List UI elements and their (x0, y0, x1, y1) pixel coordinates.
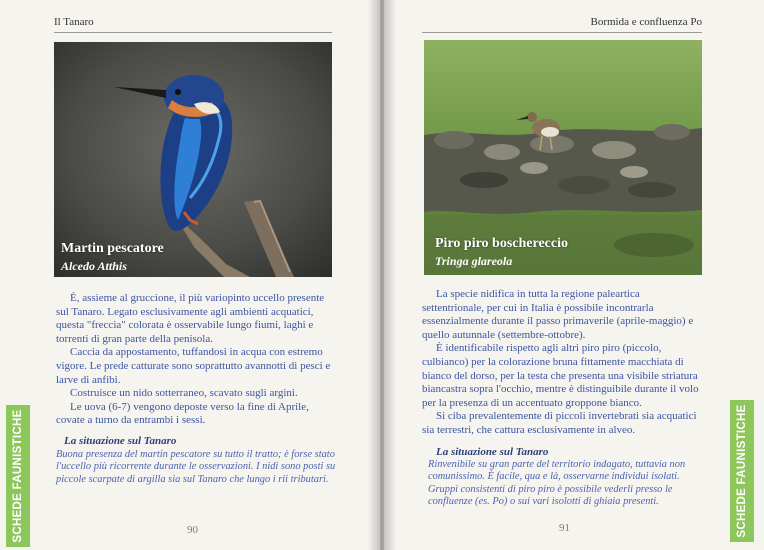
right-situation-title: La situazione sul Tanaro (436, 446, 549, 458)
left-situation-title: La situazione sul Tanaro (64, 435, 177, 447)
left-photo-caption-name: Martin pescatore (61, 241, 164, 256)
right-section-tab-label: SCHEDE FAUNISTICHE (736, 404, 748, 538)
right-running-header: Bormida e confluenza Po (590, 16, 702, 28)
right-page (384, 0, 764, 550)
right-photo-caption-latin: Tringa glareola (435, 254, 513, 268)
left-running-header: Il Tanaro (54, 16, 94, 28)
right-situation-text: Rinvenibile su gran parte del territorio indagato, tuttavia non comunissimo. È facile, qua e là, osservarne individui isolati. Gruppi consistenti di piro piro è possibile vederli presso le confluenze (es. Po) o sui vari isolotti di ghiaia presenti. (428, 459, 686, 508)
left-body-text (56, 292, 332, 428)
left-paragraph-4: Le uova (6-7) vengono deposte verso la fine di Aprile, covate a turno da entrambi i sessi. (56, 400, 309, 427)
right-header-rule (422, 32, 702, 33)
left-page-number: 90 (187, 524, 198, 536)
right-section-tab (730, 400, 754, 542)
right-paragraph-1: La specie nidifica in tutta la regione paleartica settentrionale, per cui in Italia è possibile incontrarla essenzialmente durante il passo primaverile (aprile-maggio) e quello autunnale (settembre-ottobre). (422, 288, 694, 341)
left-paragraph-3: Costruisce un nido sotterraneo, scavato sugli argini. (70, 387, 298, 400)
book-gutter-shadow (368, 0, 396, 550)
right-paragraph-3: Si ciba prevalentemente di piccoli invertebrati sia acquatici sia terrestri, che cattura esclusivamente in alveo. (422, 410, 697, 436)
left-section-tab (6, 405, 30, 547)
right-photo-caption-name: Piro piro boschereccio (435, 236, 568, 251)
left-situation-text: Buona presenza del martin pescatore su tutto il tratto; è forse stato l'uccello più ricorrente durante le osservazioni. I nidi sono posti su piccole scarpate di argilla sia sul Tanaro che lungo i rii tributari. (56, 449, 336, 485)
left-section-tab-label: SCHEDE FAUNISTICHE (12, 409, 24, 543)
left-paragraph-1: È, assieme al gruccione, il più variopinto uccello presente sul Tanaro. Legato esclusivamente agli ambienti acquatici, questa "freccia" colorata è osservabile lungo fiumi, laghi e torrenti di gran parte della penisola. (56, 292, 325, 345)
left-header-rule (54, 32, 332, 33)
left-page (0, 0, 380, 550)
right-page-number: 91 (559, 522, 570, 534)
right-paragraph-2: È identificabile rispetto agli altri piro piro (piccolo, culbianco) per la colorazione bruna fittamente macchiata di bianco del dorso, per la testa che presenta una visibile striatura biancastra sopra l'occhio, mentre è distinguibile durante il volo per la presenza di un accentuato groppone bianco. (422, 342, 699, 409)
left-photo-caption-latin: Alcedo Atthis (61, 259, 127, 273)
left-paragraph-2: Caccia da appostamento, tuffandosi in acqua con estremo vigore. Le prede catturate sono soprattutto avannotti di pesci e larve di anfibi. (56, 346, 331, 386)
right-body-text (422, 288, 704, 438)
